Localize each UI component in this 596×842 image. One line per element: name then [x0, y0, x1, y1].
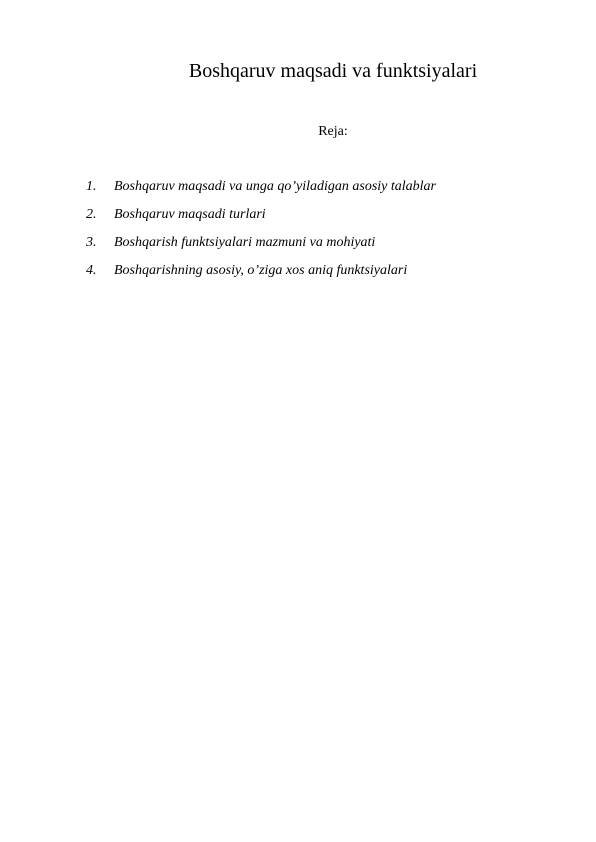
plan-item-number: 1.: [86, 179, 97, 194]
plan-item: [86, 178, 436, 206]
plan-item-text: Boshqaruv maqsadi turlari: [114, 207, 266, 222]
plan-item-number: 3.: [86, 235, 97, 250]
plan-item-number: 2.: [86, 207, 97, 222]
plan-item: [86, 206, 436, 234]
plan-item-number: 4.: [86, 263, 97, 278]
plan-item: [86, 234, 436, 262]
plan-list: [86, 178, 436, 290]
plan-item-text: Boshqarishning asosiy, o’ziga xos aniq funktsiyalari: [114, 263, 408, 278]
plan-item-text: Boshqaruv maqsadi va unga qo’yiladigan asosiy talablar: [114, 179, 436, 194]
plan-item-text: Boshqarish funktsiyalari mazmuni va mohiyati: [114, 235, 376, 250]
document-title: Boshqaruv maqsadi va funktsiyalari: [188, 60, 478, 82]
plan-item: [86, 262, 436, 290]
plan-heading: Reja:: [318, 124, 348, 139]
